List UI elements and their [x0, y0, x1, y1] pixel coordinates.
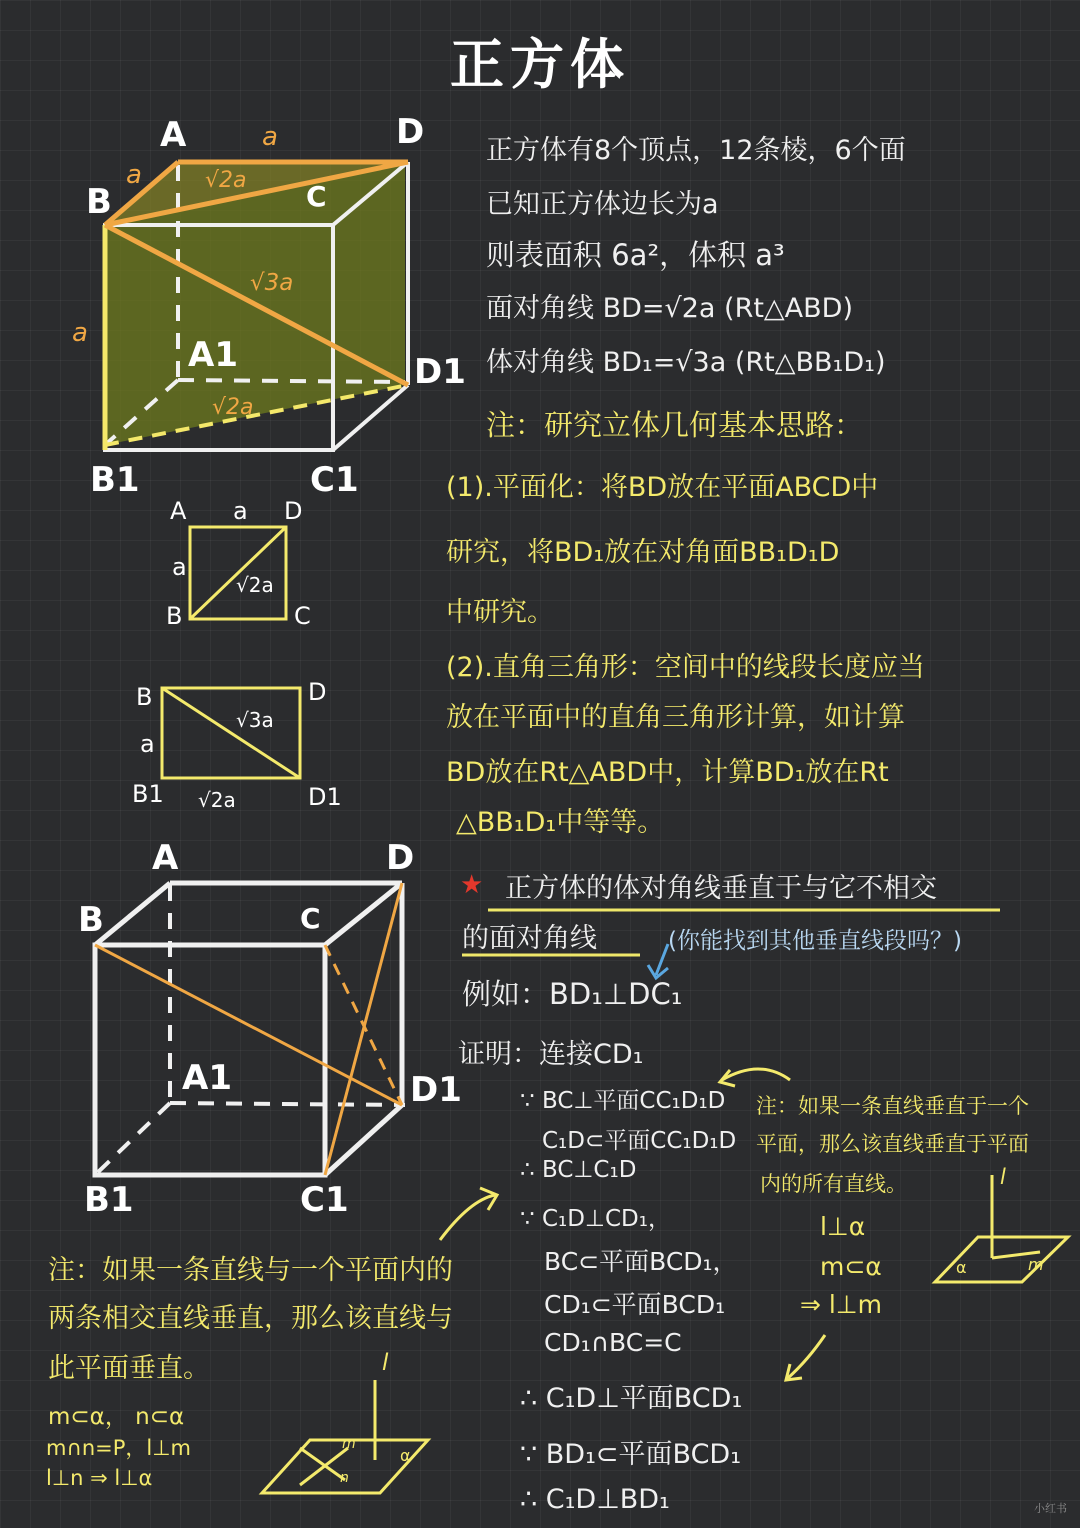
bottom-note-line-1: 注：如果一条直线与一个平面内的 — [48, 1255, 453, 1286]
bottom-note-rule-1: m⊂α， n⊂α — [48, 1404, 185, 1430]
proof-line-8: ∴ C₁D⊥平面BCD₁ — [520, 1383, 743, 1414]
side-note-l-label: l — [1000, 1165, 1006, 1189]
side-note-rule-1: l⊥α — [820, 1212, 866, 1241]
theorem-line-2: 的面对角线 — [462, 923, 597, 954]
cube2-label-c1: C1 — [300, 1180, 349, 1220]
proof-line-9: ∵ BD₁⊂平面BCD₁ — [520, 1439, 742, 1470]
rect-diag-label: √3a — [236, 708, 274, 732]
proof-line-1: ∵ BC⊥平面CC₁D₁D — [520, 1088, 726, 1114]
square-top-label: a — [233, 497, 248, 525]
cube1-label-d: D — [396, 112, 425, 152]
rect-side-label: a — [140, 730, 155, 758]
fact-vertices: 正方体有8个顶点，12条棱，6个面 — [486, 135, 906, 166]
side-note-line-3: 内的所有直线。 — [760, 1172, 907, 1196]
note-line-4: (2).直角三角形：空间中的线段长度应当 — [446, 652, 925, 683]
square-diag-label: √2a — [236, 573, 274, 597]
note-line-6: BD放在Rt△ABD中，计算BD₁放在Rt — [446, 757, 889, 788]
cube2-label-a1: A1 — [182, 1058, 232, 1098]
proof-line-7: CD₁∩BC=C — [544, 1328, 682, 1357]
cube1-body-diag-label: √3a — [250, 270, 294, 296]
side-note-line-2: 平面，那么该直线垂直于平面 — [756, 1132, 1029, 1156]
bottom-note-line-2: 两条相交直线垂直，那么该直线与 — [48, 1303, 453, 1334]
bottom-note-l-label: l — [382, 1350, 389, 1376]
fact-face-diagonal: 面对角线 BD=√2a (Rt△ABD) — [486, 293, 853, 324]
cube-2-figure — [95, 883, 405, 1175]
bottom-note-rule-2: m∩n=P，l⊥m — [46, 1436, 191, 1460]
cube2-label-c: C — [300, 902, 321, 935]
note-line-7: △BB₁D₁中等等。 — [456, 807, 665, 838]
cube2-label-a: A — [152, 838, 179, 878]
cube1-label-c1: C1 — [310, 460, 359, 500]
cube1-label-a: A — [160, 115, 187, 155]
theorem-line-1: 正方体的体对角线垂直于与它不相交 — [505, 873, 937, 904]
note-line-5: 放在平面中的直角三角形计算，如计算 — [446, 702, 905, 733]
cube1-label-d1: D1 — [414, 352, 466, 392]
side-note-alpha-label: α — [956, 1258, 967, 1277]
note-title: 注：研究立体几何基本思路： — [486, 408, 864, 442]
fact-edge-length: 已知正方体边长为a — [486, 189, 719, 220]
cube1-edge-left-label: a — [126, 160, 142, 190]
cube1-label-b1: B1 — [90, 460, 140, 500]
cube2-label-d1: D1 — [410, 1070, 462, 1110]
bottom-note-m-label: m — [342, 1436, 356, 1452]
note-line-2: 研究，将BD₁放在对角面BB₁D₁D — [446, 537, 840, 568]
star-icon: ★ — [460, 870, 484, 900]
note-line-3: 中研究。 — [446, 597, 554, 628]
rect-bdd1b1-figure — [162, 688, 300, 778]
proof-line-6: CD₁⊂平面BCD₁ — [544, 1290, 726, 1319]
side-note-rule-3: ⇒ l⊥m — [800, 1290, 882, 1319]
square-label-d: D — [284, 497, 303, 525]
cube1-edge-side-label: a — [72, 318, 88, 348]
proof-head: 证明：连接CD₁ — [458, 1039, 644, 1070]
bottom-note-alpha-label: α — [400, 1446, 411, 1465]
theorem-example: 例如：BD₁⊥DC₁ — [462, 977, 683, 1011]
plane-diagram-right — [935, 1175, 1068, 1282]
cube2-label-b: B — [78, 900, 104, 940]
fact-body-diagonal: 体对角线 BD₁=√3a (Rt△BB₁D₁) — [486, 347, 886, 378]
proof-line-2: C₁D⊂平面CC₁D₁D — [542, 1128, 737, 1154]
rect-label-d1: D1 — [308, 783, 342, 811]
bottom-note-line-3: 此平面垂直。 — [48, 1353, 210, 1384]
side-note-rule-2: m⊂α — [820, 1252, 882, 1281]
bottom-note-rule-3: l⊥n ⇒ l⊥α — [46, 1466, 153, 1490]
cube1-label-c: C — [306, 180, 327, 213]
cube1-label-b: B — [86, 182, 112, 222]
cube1-label-a1: A1 — [188, 335, 238, 375]
proof-line-4: ∵ C₁D⊥CD₁， — [520, 1206, 671, 1232]
cube1-edge-top-label: a — [262, 122, 278, 152]
page-title: 正方体 — [450, 33, 630, 96]
rect-label-b: B — [136, 683, 153, 711]
cube1-face-diag-label: √2a — [205, 168, 247, 193]
square-label-a: A — [170, 497, 187, 525]
square-label-c: C — [294, 602, 311, 630]
proof-line-10: ∴ C₁D⊥BD₁ — [520, 1484, 670, 1515]
side-note-m-label: m — [1028, 1255, 1044, 1274]
cube2-label-b1: B1 — [84, 1180, 134, 1220]
square-label-b: B — [166, 602, 183, 630]
square-side-label: a — [172, 553, 187, 581]
fact-area-volume: 则表面积 6a²，体积 a³ — [486, 238, 785, 272]
theorem-aside: (你能找到其他垂直线段吗？) — [668, 928, 962, 954]
rect-bottom-label: √2a — [198, 788, 236, 812]
note-line-1: (1).平面化：将BD放在平面ABCD中 — [446, 472, 879, 503]
proof-line-5: BC⊂平面BCD₁， — [544, 1247, 738, 1276]
rect-label-b1: B1 — [132, 780, 164, 808]
proof-line-3: ∴ BC⊥C₁D — [520, 1157, 637, 1183]
cube2-label-d: D — [386, 838, 415, 878]
cube1-bottom-diag-label: √2a — [212, 395, 254, 420]
bottom-note-n-label: n — [340, 1470, 349, 1486]
rect-label-d: D — [308, 678, 327, 706]
side-note-line-1: 注：如果一条直线垂直于一个 — [756, 1094, 1029, 1118]
cube-1-figure — [105, 162, 408, 450]
watermark: 小红书 — [1034, 1502, 1067, 1515]
